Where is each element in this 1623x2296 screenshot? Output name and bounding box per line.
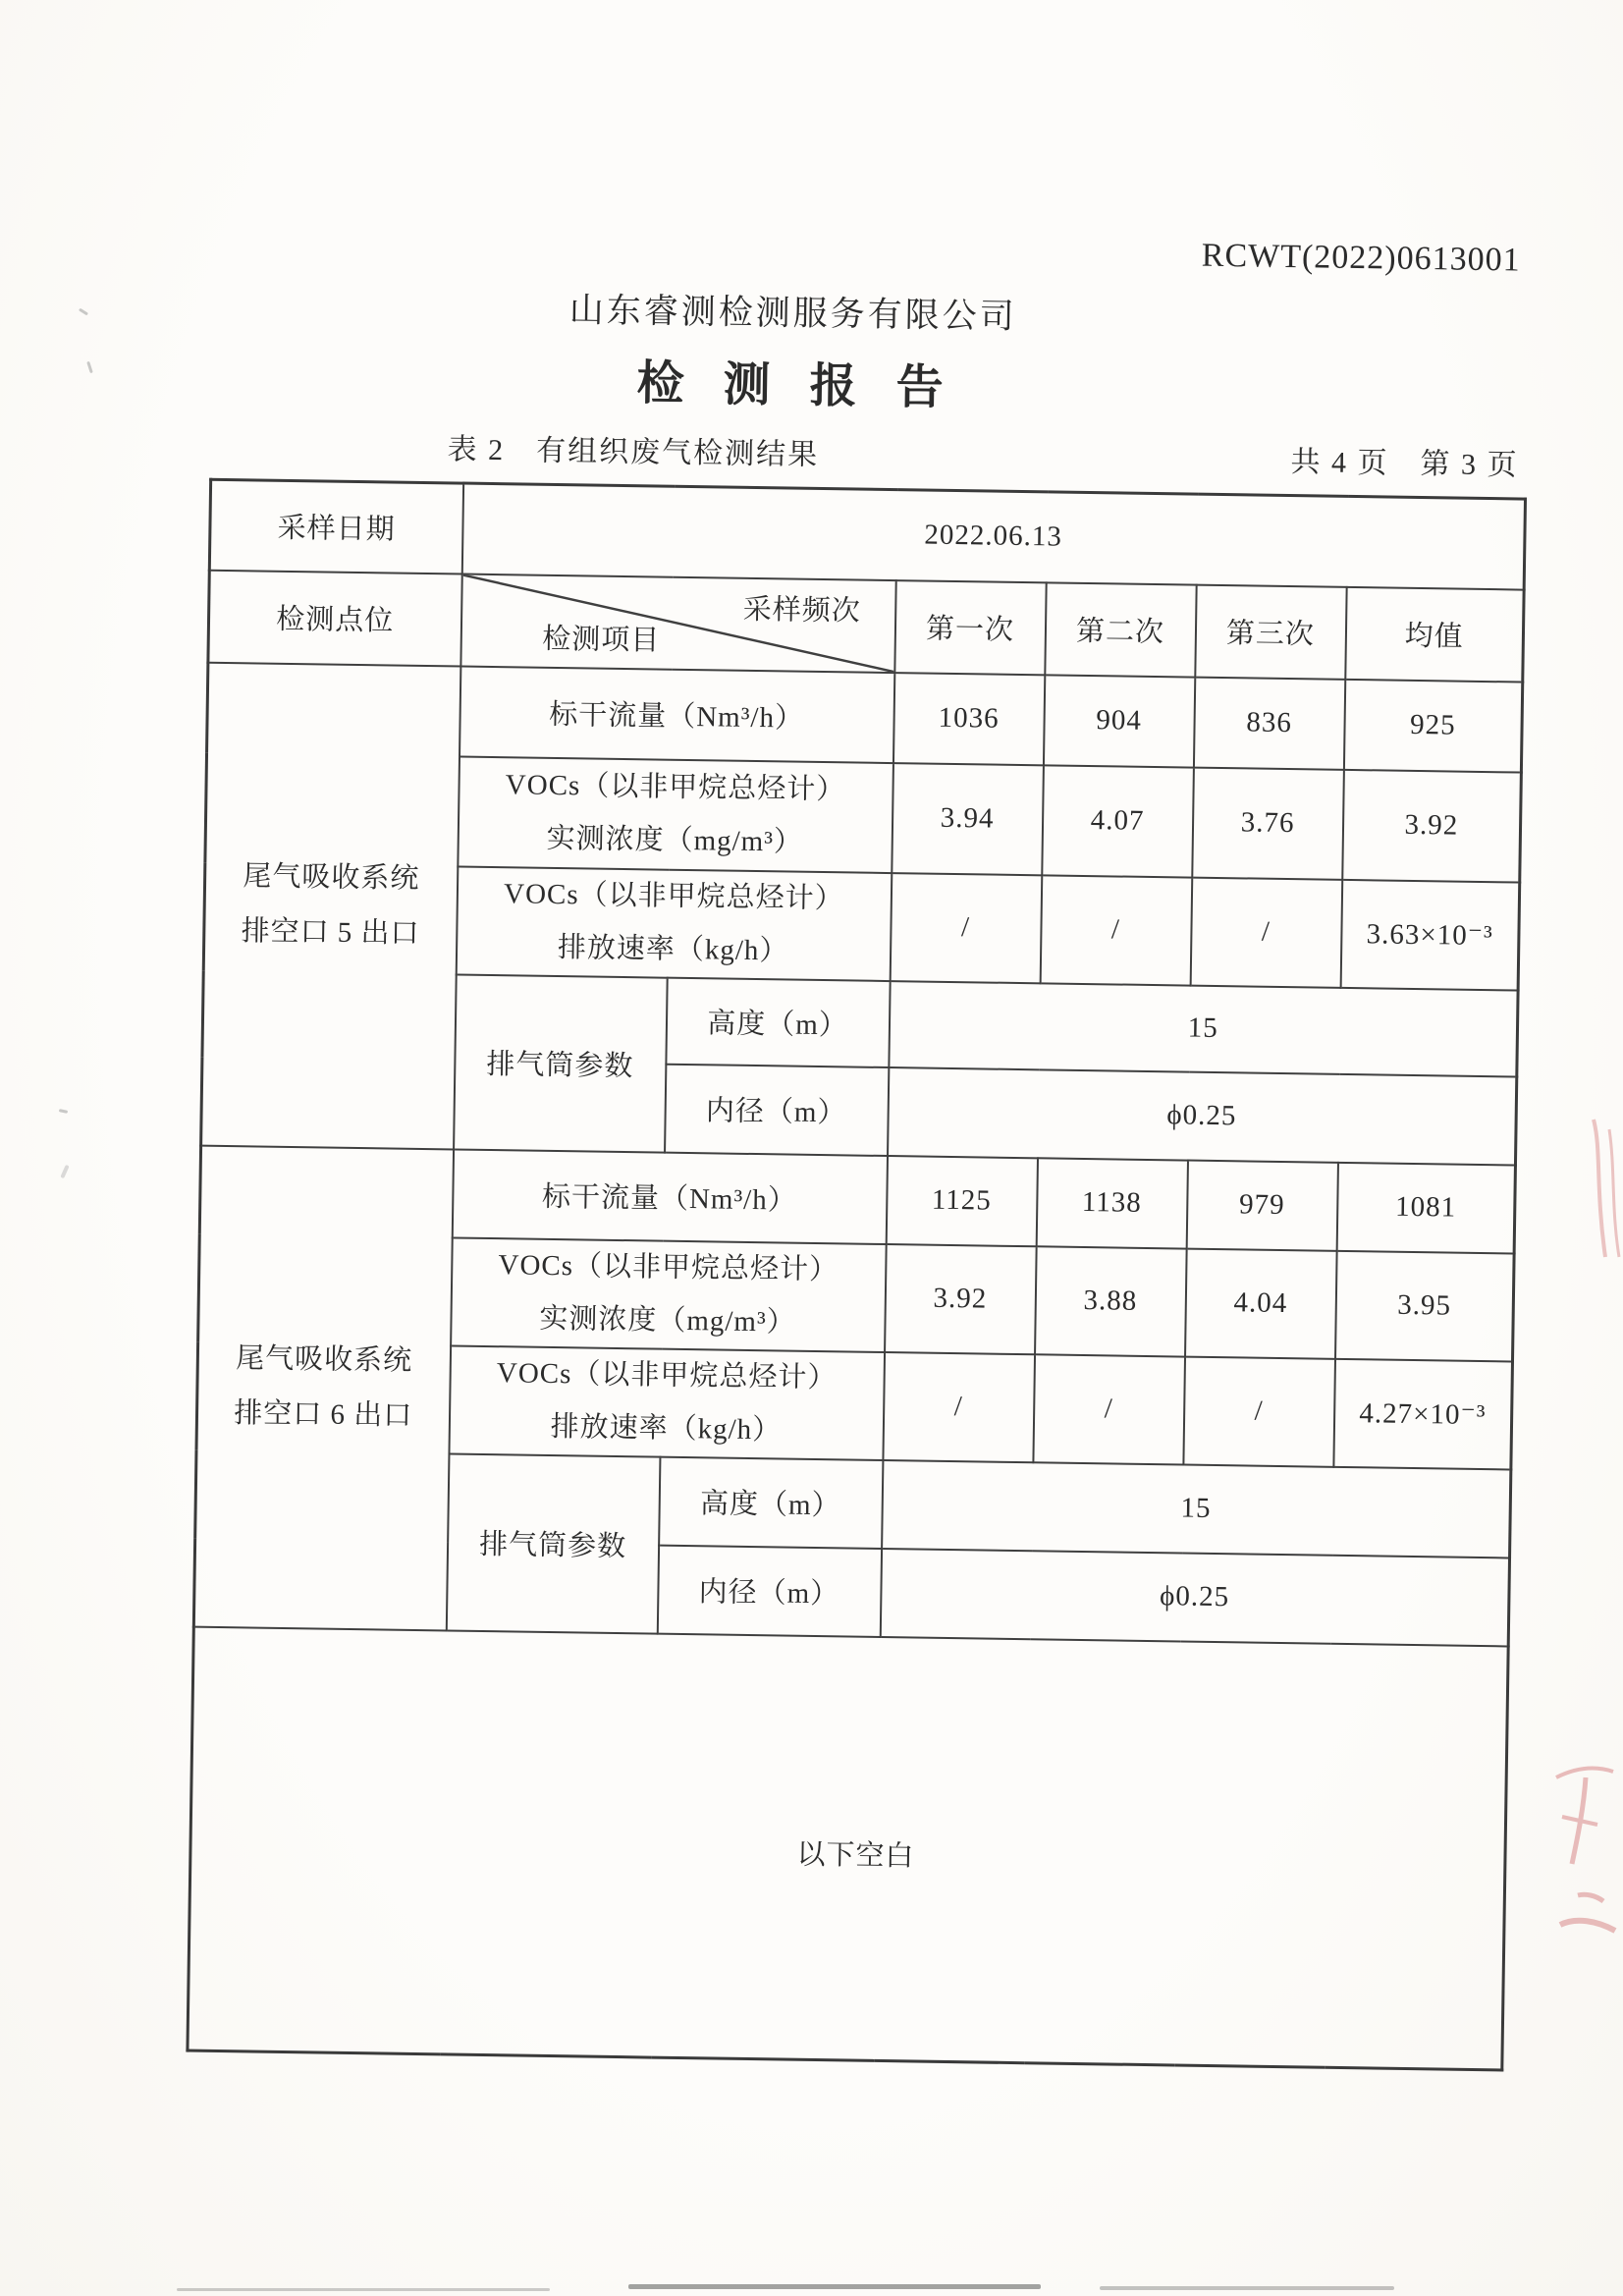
value-cell: / bbox=[1190, 877, 1342, 987]
voc-concentration-label: VOCs（以非甲烷总烃计） 实测浓度（mg/m³） bbox=[458, 756, 893, 873]
company-name: 山东睿测检测服务有限公司 bbox=[568, 291, 1018, 336]
value-cell: 1036 bbox=[893, 673, 1044, 765]
value-cell: / bbox=[1040, 875, 1192, 985]
run2-header: 第二次 bbox=[1045, 582, 1196, 677]
diagonal-header-cell bbox=[460, 574, 895, 673]
average-header: 均值 bbox=[1345, 586, 1524, 682]
report-title: 检 测 报 告 bbox=[636, 357, 958, 414]
value-cell: 1081 bbox=[1336, 1162, 1515, 1253]
results-table bbox=[186, 478, 1527, 2072]
value-cell: / bbox=[1183, 1356, 1335, 1466]
flow-label: 标干流量（Nm³/h） bbox=[452, 1149, 887, 1244]
voc-concentration-label: VOCs（以非甲烷总烃计） 实测浓度（mg/m³） bbox=[451, 1237, 887, 1352]
stack-diameter-label: 内径（m） bbox=[665, 1064, 889, 1155]
monitoring-point-6: 尾气吸收系统 排空口 6 出口 bbox=[193, 1145, 453, 1630]
value-cell: 1138 bbox=[1036, 1158, 1187, 1248]
stack-params-label: 排气筒参数 bbox=[454, 974, 668, 1152]
stack-diameter-value: ϕ0.25 bbox=[888, 1067, 1517, 1165]
stack-diameter-label: 内径（m） bbox=[657, 1545, 881, 1636]
value-cell: 836 bbox=[1193, 677, 1344, 769]
table-caption-row bbox=[209, 421, 1525, 484]
table-row bbox=[199, 1145, 1515, 1253]
page-indicator: 共 4 页 第 3 页 bbox=[1290, 446, 1519, 482]
value-cell: 1125 bbox=[886, 1156, 1037, 1246]
sampling-date-value: 2022.06.13 bbox=[461, 483, 1525, 589]
value-cell: 4.27×10⁻³ bbox=[1333, 1358, 1513, 1469]
stack-params-label: 排气筒参数 bbox=[446, 1453, 660, 1633]
value-cell: 904 bbox=[1043, 675, 1194, 767]
diagonal-label-frequency: 采样频次 bbox=[742, 593, 861, 628]
value-cell: 925 bbox=[1343, 679, 1522, 772]
sampling-date-label: 采样日期 bbox=[209, 479, 462, 574]
value-cell: 979 bbox=[1186, 1160, 1337, 1250]
value-cell: 4.07 bbox=[1042, 765, 1194, 877]
table-row bbox=[188, 1626, 1508, 2070]
run1-header: 第一次 bbox=[894, 580, 1046, 675]
stack-height-value: 15 bbox=[882, 1459, 1511, 1557]
run3-header: 第三次 bbox=[1195, 584, 1346, 679]
table-row bbox=[207, 662, 1523, 772]
stack-height-label: 高度（m） bbox=[659, 1456, 883, 1548]
value-cell: 3.95 bbox=[1335, 1250, 1515, 1361]
value-cell: / bbox=[890, 873, 1042, 983]
table-caption: 表 2 有组织废气检测结果 bbox=[447, 433, 820, 471]
report-number: RCWT(2022)0613001 bbox=[1201, 237, 1521, 279]
stack-diameter-value: ϕ0.25 bbox=[880, 1548, 1509, 1645]
monitoring-point-5: 尾气吸收系统 排空口 5 出口 bbox=[201, 662, 460, 1149]
value-cell: / bbox=[1033, 1354, 1185, 1464]
value-cell: 3.92 bbox=[885, 1244, 1037, 1354]
voc-rate-label: VOCs（以非甲烷总烃计） 排放速率（kg/h） bbox=[449, 1345, 885, 1460]
stack-height-label: 高度（m） bbox=[666, 977, 890, 1066]
stack-height-value: 15 bbox=[889, 981, 1518, 1076]
value-cell: 3.94 bbox=[892, 763, 1044, 875]
value-cell: / bbox=[883, 1352, 1035, 1462]
point-column-header: 检测点位 bbox=[208, 570, 461, 666]
flow-label: 标干流量（Nm³/h） bbox=[460, 666, 894, 763]
value-cell: 3.76 bbox=[1192, 767, 1344, 879]
diagonal-label-item: 检测项目 bbox=[542, 623, 661, 657]
value-cell: 3.63×10⁻³ bbox=[1340, 879, 1520, 990]
blank-below-note: 以下空白 bbox=[188, 1626, 1508, 2070]
value-cell: 3.88 bbox=[1035, 1246, 1187, 1356]
value-cell: 4.04 bbox=[1185, 1248, 1337, 1358]
voc-rate-label: VOCs（以非甲烷总烃计） 排放速率（kg/h） bbox=[456, 866, 892, 981]
value-cell: 3.92 bbox=[1342, 769, 1522, 882]
